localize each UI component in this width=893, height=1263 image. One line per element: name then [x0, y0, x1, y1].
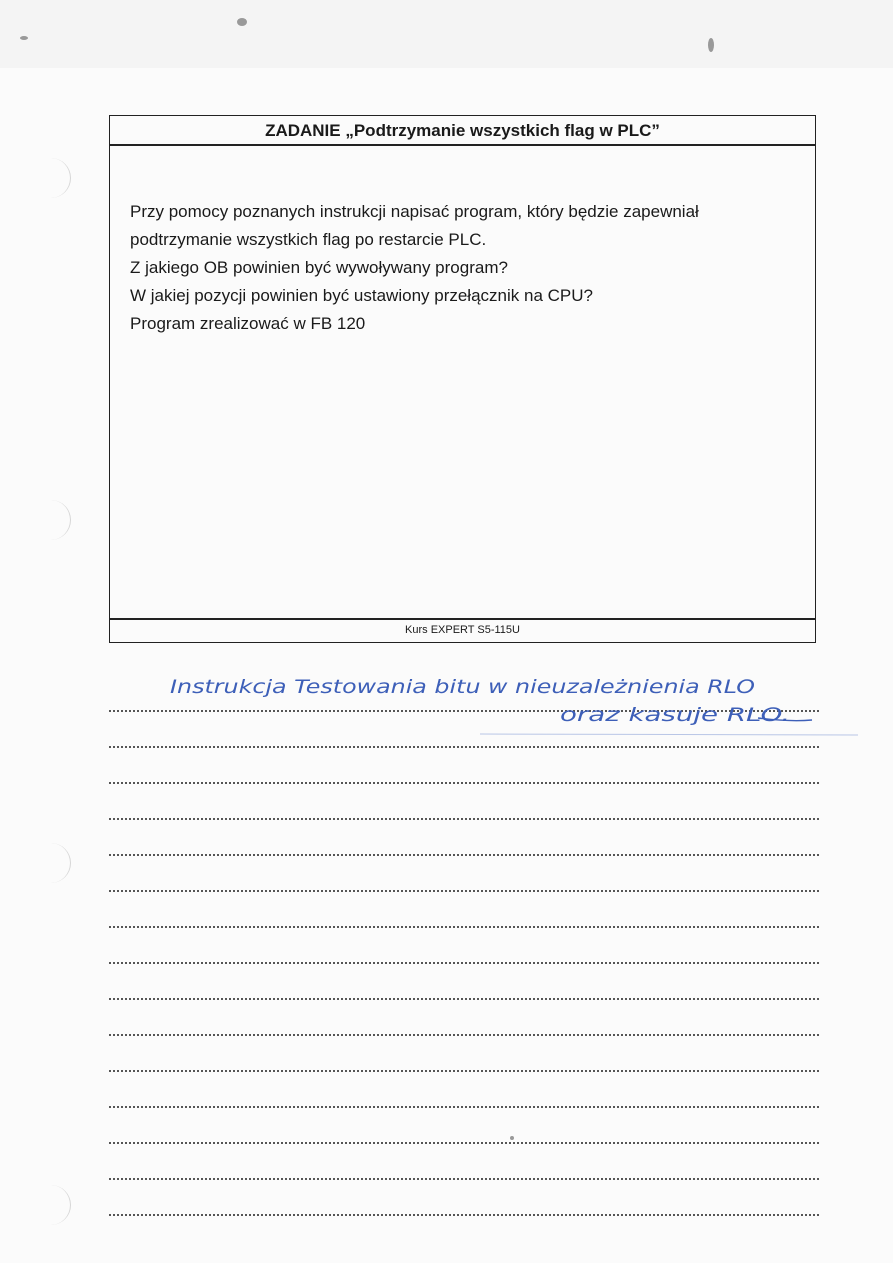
answer-line: [109, 820, 819, 856]
answer-line: [109, 1072, 819, 1108]
answer-line: [109, 1108, 819, 1144]
answer-line: [109, 892, 819, 928]
task-paragraph: Z jakiego OB powinien być wywoływany program?: [130, 258, 508, 277]
punch-hole: [44, 1185, 71, 1225]
scan-top-edge: [0, 0, 893, 68]
scan-speck: [708, 38, 714, 52]
punch-hole: [44, 843, 71, 883]
answer-line: [109, 1180, 819, 1216]
handwriting-line: Instrukcja Testowania bitu w nieuzależnienia RLO: [170, 676, 756, 698]
answer-line: [109, 964, 819, 1000]
scan-speck: [20, 36, 28, 40]
answer-lines: [109, 676, 819, 1216]
scan-speck: [237, 18, 247, 26]
answer-line: [109, 1144, 819, 1180]
task-title: ZADANIE „Podtrzymanie wszystkich flag w PLC”: [110, 116, 815, 146]
answer-line: [109, 676, 819, 712]
task-paragraph: W jakiej pozycji powinien być ustawiony przełącznik na CPU?: [130, 286, 593, 305]
punch-hole: [44, 158, 71, 198]
answer-line: [109, 856, 819, 892]
answer-line: [109, 784, 819, 820]
task-paragraph: Program zrealizować w FB 120: [130, 314, 366, 333]
handwriting-line: oraz kasuje RLO.: [560, 704, 790, 726]
task-body: [110, 146, 815, 338]
answer-line: [109, 1000, 819, 1036]
punch-hole: [44, 500, 71, 540]
answer-line: [109, 748, 819, 784]
course-footer: Kurs EXPERT S5-115U: [110, 618, 815, 642]
answer-line: [109, 1036, 819, 1072]
task-card: [109, 115, 816, 643]
task-paragraph: Przy pomocy poznanych instrukcji napisać program, który będzie zapewniał podtrzymanie wszystkich flag po restarcie PLC.: [130, 202, 699, 249]
answer-line: [109, 928, 819, 964]
answer-line: [109, 712, 819, 748]
